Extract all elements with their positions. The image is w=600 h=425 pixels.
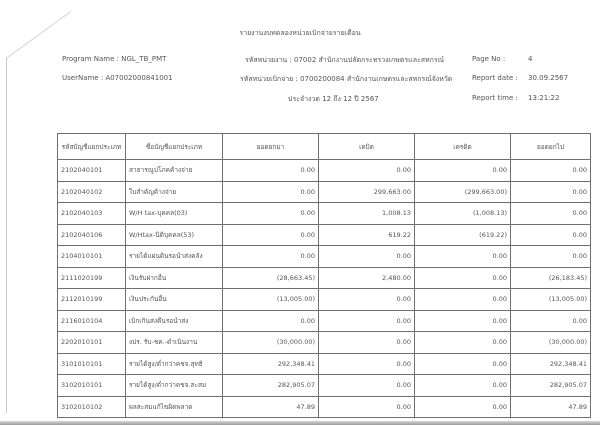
cell-closing-balance: 0.00 [511,246,591,268]
cell-account-code: 2112010199 [58,289,126,311]
cell-debit: 0.00 [319,332,415,354]
cell-debit: 0.00 [319,310,415,332]
cell-opening-balance: 0.00 [223,246,319,268]
cell-opening-balance: (30,000.00) [223,332,319,354]
cell-closing-balance: (30,000.00) [511,332,591,354]
cell-debit: 2,480.00 [319,267,415,289]
cell-debit: 0.00 [319,396,415,418]
table-row [58,289,591,311]
report-time-value: 13:21:22 [528,94,560,102]
table-header-row [58,134,591,160]
cell-account-code: 2111020199 [58,267,126,289]
cell-credit: 0.00 [415,246,511,268]
cell-debit: 0.00 [319,160,415,182]
trial-balance-table [57,133,591,418]
cell-opening-balance: 0.00 [223,203,319,225]
cell-debit: 0.00 [319,375,415,397]
cell-account-name: W/Htax-นิติบุคคล(53) [126,224,223,246]
cell-account-name: งปร. รับ-ชค.-ดำเนินงาน [126,332,223,354]
column-header-account-code: รหัสบัญชีแยกประเภท [58,134,126,160]
cell-credit: (619.22) [415,224,511,246]
program-name-row [62,55,166,63]
cell-account-code: 3102010101 [58,375,126,397]
cell-account-code: 2102040102 [58,181,126,203]
cell-account-name: รายได้สูง/ต่ำกว่าคชจ.สะสม [126,375,223,397]
column-header-credit: เครดิต [415,134,511,160]
cell-closing-balance: 0.00 [511,203,591,225]
table-row [58,267,591,289]
page-no-value: 4 [528,55,533,63]
cell-debit: 619.22 [319,224,415,246]
cell-closing-balance: 0.00 [511,160,591,182]
cell-account-name: เงินประกันอื่น [126,289,223,311]
cell-credit: 0.00 [415,289,511,311]
cell-credit: (299,663.00) [415,181,511,203]
cell-credit: (1,008.13) [415,203,511,225]
report-date-label: Report date : [472,74,518,82]
cell-credit: 0.00 [415,310,511,332]
cell-closing-balance: (13,005.00) [511,289,591,311]
cell-closing-balance: 282,905.07 [511,375,591,397]
table-row [58,375,591,397]
table-row [58,353,591,375]
scan-page-edge-bottom [0,421,600,425]
cell-closing-balance: 0.00 [511,224,591,246]
disbursing-unit-line: รหัสหน่วยเบิกจ่าย : 0700200084 สำนักงานเกษตรและสหกรณ์จังหวัด [240,75,453,83]
report-time-label: Report time : [472,94,518,102]
cell-account-code: 2104010101 [58,246,126,268]
username-value: A07002000841001 [105,74,173,82]
cell-credit: 0.00 [415,375,511,397]
cell-account-name: รายได้สูง/ต่ำกว่าคชจ.สุทธิ [126,353,223,375]
column-header-opening-balance: ยอดยกมา [223,134,319,160]
cell-closing-balance: (26,183.45) [511,267,591,289]
cell-opening-balance: 292,348.41 [223,353,319,375]
cell-credit: 0.00 [415,396,511,418]
cell-opening-balance: 0.00 [223,310,319,332]
table-row [58,246,591,268]
report-date-value: 30.09.2567 [528,74,569,82]
table-row [58,310,591,332]
cell-closing-balance: 0.00 [511,181,591,203]
cell-account-code: 3102010102 [58,396,126,418]
cell-account-code: 2202010101 [58,332,126,354]
cell-debit: 0.00 [319,246,415,268]
cell-account-name: สาธารณูปโภคค้างจ่าย [126,160,223,182]
cell-opening-balance: 0.00 [223,224,319,246]
cell-account-name: รายได้แผ่นดินรอนำส่งคลัง [126,246,223,268]
agency-line: รหัสหน่วยงาน : 07002 สำนักงานปลัดกระทรวงเกษตรและสหกรณ์ [245,56,445,64]
table-row [58,203,591,225]
cell-account-name: W/H tax-บุคคล(03) [126,203,223,225]
table-row [58,224,591,246]
period-line: ประจำงวด 12 ถึง 12 ปี 2567 [288,95,379,103]
table-row [58,160,591,182]
program-name-value: NGL_TB_PMT [121,55,167,63]
cell-debit: 299,663.00 [319,181,415,203]
cell-account-code: 2102040101 [58,160,126,182]
program-name-label: Program Name : [62,55,119,63]
username-label: UserName : [62,74,104,82]
cell-closing-balance: 0.00 [511,310,591,332]
cell-debit: 1,008.13 [319,203,415,225]
cell-account-name: ใบสำคัญค้างจ่าย [126,181,223,203]
cell-opening-balance: 282,905.07 [223,375,319,397]
cell-account-code: 2102040106 [58,224,126,246]
cell-account-name: ผลสะสมแก้ไขผิดพลาด [126,396,223,418]
cell-credit: 0.00 [415,332,511,354]
cell-credit: 0.00 [415,267,511,289]
cell-opening-balance: (13,005.00) [223,289,319,311]
cell-account-name: เบิกเกินส่งคืนรอนำส่ง [126,310,223,332]
cell-account-code: 3101010101 [58,353,126,375]
column-header-account-name: ชื่อบัญชีแยกประเภท [126,134,223,160]
cell-opening-balance: (28,663.45) [223,267,319,289]
cell-opening-balance: 0.00 [223,160,319,182]
cell-opening-balance: 0.00 [223,181,319,203]
column-header-closing-balance: ยอดยกไป [511,134,591,160]
column-header-debit: เดบิต [319,134,415,160]
cell-credit: 0.00 [415,160,511,182]
table-row [58,332,591,354]
cell-debit: 0.00 [319,353,415,375]
username-row [62,74,173,82]
cell-opening-balance: 47.89 [223,396,319,418]
table-row [58,396,591,418]
page-no-label: Page No : [472,55,506,63]
cell-closing-balance: 292,348.41 [511,353,591,375]
cell-account-name: เงินรับฝากอื่น [126,267,223,289]
cell-account-code: 2116010104 [58,310,126,332]
cell-account-code: 2102040103 [58,203,126,225]
scan-page-edge-left [6,58,7,413]
cell-debit: 0.00 [319,289,415,311]
cell-closing-balance: 47.89 [511,396,591,418]
cell-credit: 0.00 [415,353,511,375]
report-title: รายงานงบทดลองหน่วยเบิกจ่ายรายเดือน [239,29,361,37]
table-row [58,181,591,203]
